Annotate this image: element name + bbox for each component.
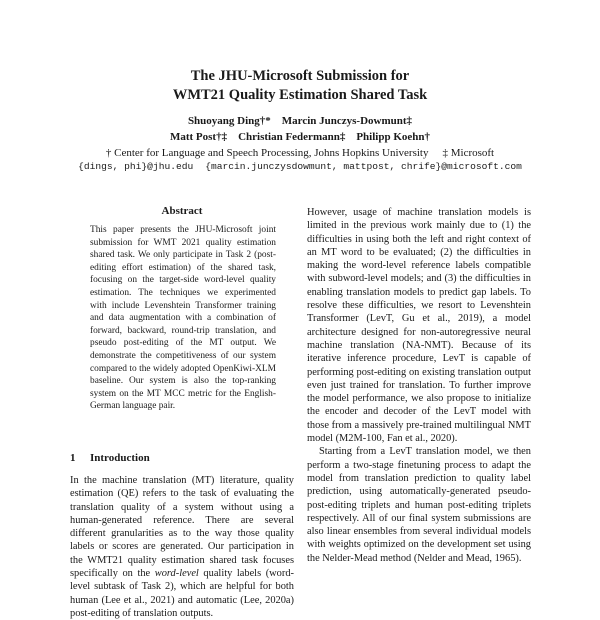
- intro-text-start: In the machine translation (MT) literature, quality estimation (QE) refers to the task of evaluating the translation quality of a system without using a human-generated reference. There are several different granularities as to the way those quality labels or scores are generated. Our participation in the WMT21 quality estimation shared task focuses specifically on the: [70, 475, 294, 580]
- right-paragraph-2: Starting from a LevT translation model, we then perform a two-stage finetuning process to adapt the model from translation prediction to quality label prediction, using automatically-generated pseudo-post-editing triplets and human post-editing triplets respectively. All of our final system submissions are also linear ensembles from several individual models with weights optimized on the development set using the Nelder-Mead method (Nelder and Mead, 1965).: [307, 446, 531, 564]
- introduction-paragraph: [70, 474, 294, 620]
- affiliation-microsoft: ‡ Microsoft: [442, 147, 495, 159]
- authors-line-1: Shuoyang Ding†* Marcin Junczys-Dowmunt‡: [187, 115, 413, 127]
- affiliations: [0, 145, 600, 161]
- affiliation-jhu: † Center for Language and Speech Processing, Johns Hopkins University: [105, 147, 429, 159]
- abstract-text: This paper presents the JHU-Microsoft joint submission for WMT 2021 quality estimation shared task. We only participate in Task 2 (post-editing effort estimation) of the shared task, focusing on the target-side word-level quality estimation. The techniques we experimented with include Levenshtein Transformer training and data augmentation with a combination of forward, backward, round-trip translation, and pseudo post-editing of the MT output. We demonstrate the competitiveness of our system compared to the widely adopted OpenKiwi-XLM baseline. Our system is also the top-ranking system on the MT MCC metric for the English-German language pair.: [90, 225, 276, 412]
- section-heading-introduction: [70, 452, 294, 464]
- right-paragraph-1: However, usage of machine translation models is limited in the previous work mainly due to (1) the difficulties in using both the left and right context of an MT word to be evaluated; (2) the difficulties in making the word-level reference labels compatible with subword-level models; and (3) the difficulties in enabling translation models to predict gap labels. To resolve these difficulties, we resort to Levenshtein Transformer (LevT, Gu et al., 2019), a model architecture designed for non-autoregressive neural machine translation (NA-NMT). Because of its iterative inference procedure, LevT is capable of performing post-editing on existing translation output even just trained for translation. To further improve the model performance, we also propose to initialize the encoder and decoder of the LevT model with those from a massively pre-trained multilingual NMT model (M2M-100, Fan et al., 2020).: [307, 207, 531, 445]
- right-column: [307, 206, 531, 565]
- paper-title: [0, 67, 600, 105]
- title-line-1: The JHU-Microsoft Submission for: [190, 68, 410, 84]
- title-line-2: WMT21 Quality Estimation Shared Task: [172, 87, 428, 103]
- abstract-heading: Abstract: [161, 205, 203, 217]
- section-title: Introduction: [90, 452, 150, 464]
- section-number: 1: [70, 452, 76, 464]
- intro-text-emphasis: word-level: [154, 568, 199, 580]
- intro-text-end: quality labels (word-level subtask of Task 2), which are helpful for both human (Lee et al., 2021) and automatic (Lee, 2020a) post-editing of translation outputs.: [70, 568, 294, 619]
- email-addresses: [0, 160, 600, 174]
- author-list: [0, 113, 600, 145]
- email-microsoft: {marcin.junczysdowmunt, mattpost, chrife}@microsoft.com: [205, 161, 522, 172]
- email-jhu: {dings, phi}@jhu.edu: [78, 161, 194, 172]
- authors-line-2: Matt Post†‡ Christian Federmann‡ Philipp Koehn†: [169, 131, 431, 143]
